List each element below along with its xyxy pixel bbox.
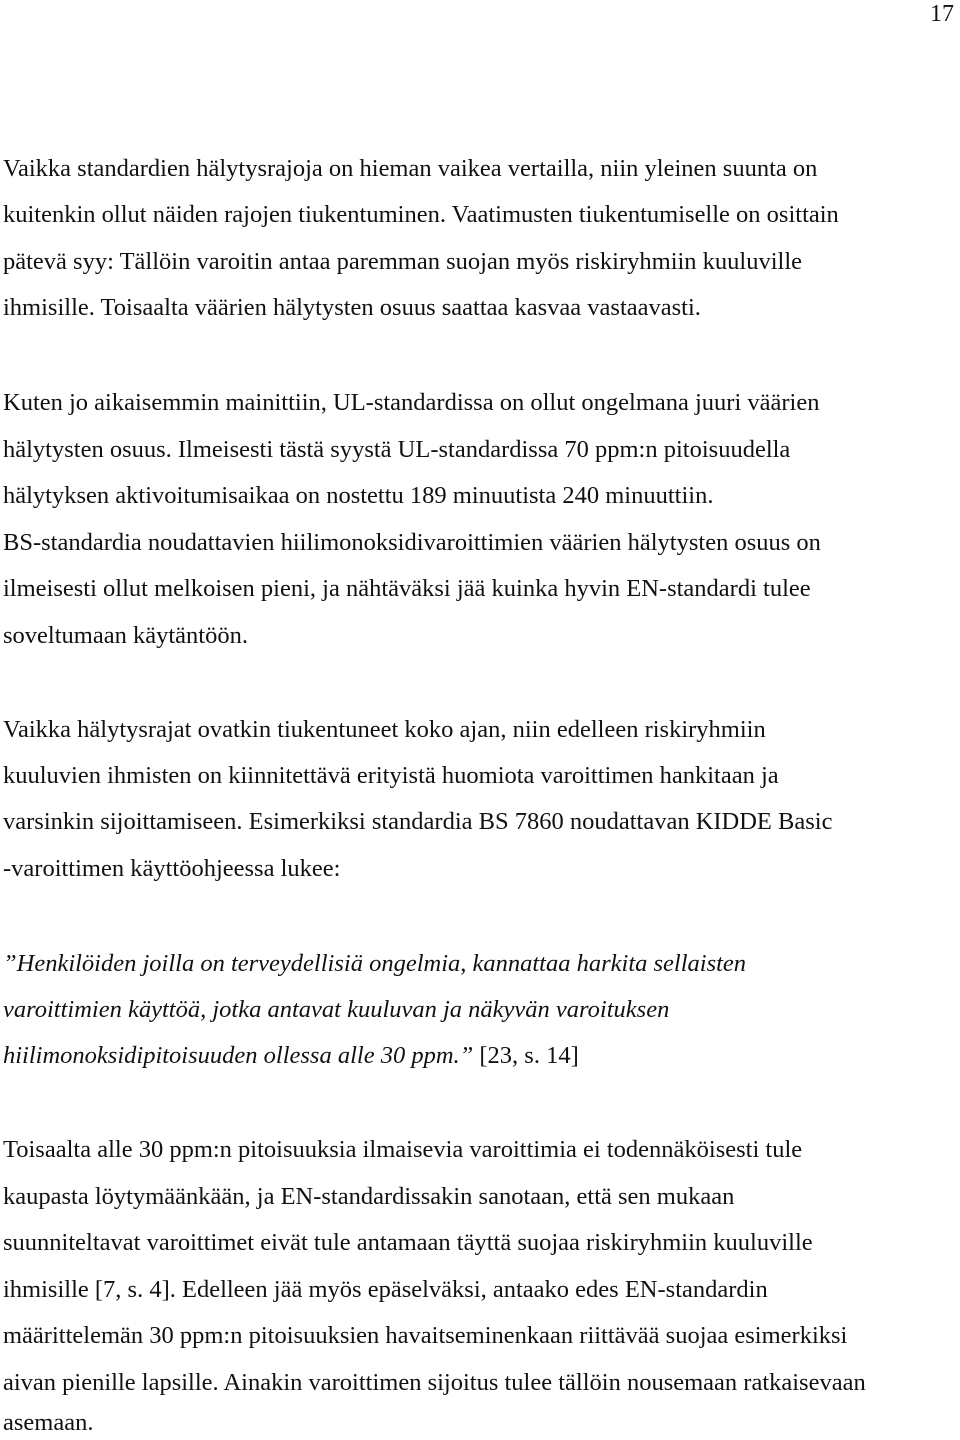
quote-line: varoittimien käyttöä, jotka antavat kuuluvan ja näkyvän varoituksen — [3, 996, 670, 1023]
text-line: Vaikka standardien hälytysrajoja on hieman vaikea vertailla, niin yleinen suunta on — [3, 155, 818, 182]
text-line: suunniteltavat varoittimet eivät tule antamaan täyttä suojaa riskiryhmiin kuuluville — [3, 1229, 813, 1256]
text-line: BS-standardia noudattavien hiilimonoksidivaroittimien väärien hälytysten osuus on — [3, 529, 821, 556]
text-line: Kuten jo aikaisemmin mainittiin, UL-standardissa on ollut ongelmana juuri väärien — [3, 389, 820, 416]
text-line: Toisaalta alle 30 ppm:n pitoisuuksia ilmaisevia varoittimia ei todennäköisesti tule — [3, 1136, 803, 1163]
text-line: kuuluvien ihmisten on kiinnitettävä erityistä huomiota varoittimen hankitaan ja — [3, 762, 779, 789]
text-line: ihmisille. Toisaalta väärien hälytysten osuus saattaa kasvaa vastaavasti. — [3, 294, 701, 321]
text-line: Vaikka hälytysrajat ovatkin tiukentuneet koko ajan, niin edelleen riskiryhmiin — [3, 716, 766, 743]
citation: [23, s. 14] — [473, 1042, 579, 1069]
text-line: kuitenkin ollut näiden rajojen tiukentuminen. Vaatimusten tiukentumiselle on osittain — [3, 201, 839, 228]
text-line: ihmisille [7, s. 4]. Edelleen jää myös epäselväksi, antaako edes EN-standardin — [3, 1276, 768, 1303]
text-line: määrittelemän 30 ppm:n pitoisuuksien havaitseminenkaan riittävää suojaa esimerkiksi — [3, 1322, 848, 1349]
quote-line: hiilimonoksidipitoisuuden ollessa alle 30 ppm.” — [3, 1042, 474, 1069]
text-line: kaupasta löytymäänkään, ja EN-standardissakin sanotaan, että sen mukaan — [3, 1183, 735, 1210]
text-line: pätevä syy: Tällöin varoitin antaa paremman suojan myös riskiryhmiin kuuluville — [3, 248, 803, 275]
text-line: ilmeisesti ollut melkoisen pieni, ja nähtäväksi jää kuinka hyvin EN-standardi tulee — [3, 575, 811, 602]
text-line: varsinkin sijoittamiseen. Esimerkiksi standardia BS 7860 noudattavan KIDDE Basic — [3, 808, 833, 835]
quote-line: ”Henkilöiden joilla on terveydellisiä ongelmia, kannattaa harkita sellaisten — [3, 950, 747, 977]
text-line: soveltumaan käytäntöön. — [3, 622, 248, 649]
text-line: hälytyksen aktivoitumisaikaa on nostettu 189 minuutista 240 minuuttiin. — [3, 482, 714, 509]
text-line: -varoittimen käyttöohjeessa lukee: — [3, 855, 341, 882]
text-line: hälytysten osuus. Ilmeisesti tästä syystä UL-standardissa 70 ppm:n pitoisuudella — [3, 436, 791, 463]
page-number: 17 — [930, 1, 954, 27]
text-line: aivan pienille lapsille. Ainakin varoittimen sijoitus tulee tällöin nousemaan ratkaisevaan — [3, 1369, 866, 1396]
text-line: asemaan. — [3, 1409, 94, 1436]
quote-last-line — [3, 1042, 579, 1070]
